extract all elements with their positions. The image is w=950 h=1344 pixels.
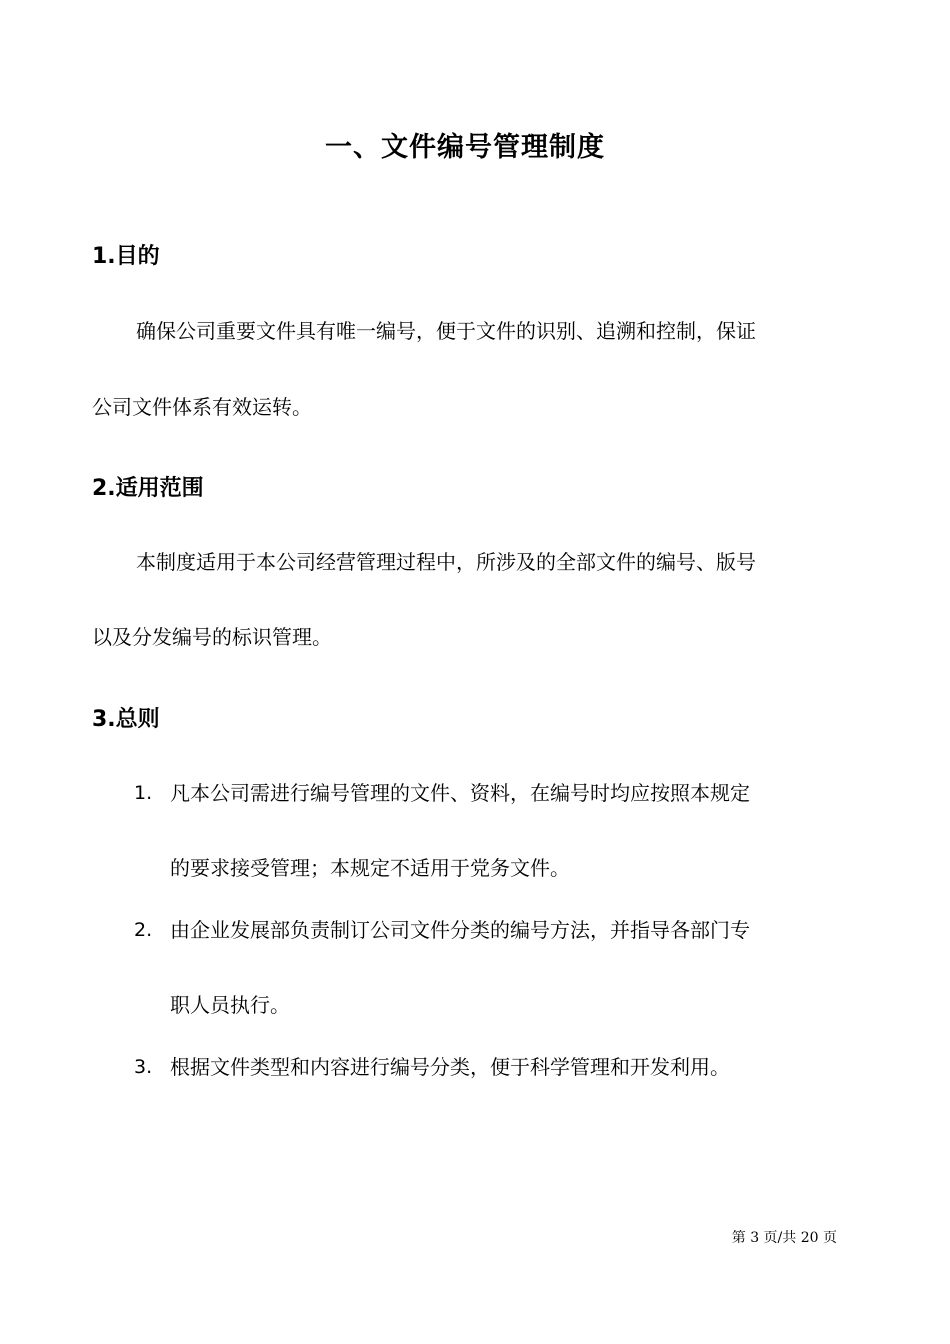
list-item-line: 由企业发展部负责制订公司文件分类的编号方法，并指导各部门专 bbox=[170, 918, 750, 942]
list-item-line: 职人员执行。 bbox=[170, 993, 290, 1017]
paragraph-line: 以及分发编号的标识管理。 bbox=[92, 625, 332, 649]
list-item-number: 1. bbox=[134, 782, 153, 804]
section-heading-scope: 2.适用范围 bbox=[92, 476, 204, 501]
list-item-line: 凡本公司需进行编号管理的文件、资料，在编号时均应按照本规定 bbox=[170, 781, 750, 805]
paragraph-line: 本制度适用于本公司经营管理过程中，所涉及的全部文件的编号、版号 bbox=[136, 550, 756, 574]
list-item-line: 的要求接受管理；本规定不适用于党务文件。 bbox=[170, 856, 570, 880]
section-heading-general: 3.总则 bbox=[92, 707, 160, 732]
list-item-line: 根据文件类型和内容进行编号分类，便于科学管理和开发利用。 bbox=[170, 1055, 730, 1079]
paragraph-line: 公司文件体系有效运转。 bbox=[92, 395, 312, 419]
paragraph-line: 确保公司重要文件具有唯一编号，便于文件的识别、追溯和控制，保证 bbox=[136, 319, 756, 343]
section-heading-purpose: 1.目的 bbox=[92, 244, 160, 269]
page-number-footer: 第 3 页/共 20 页 bbox=[731, 1230, 837, 1246]
list-item-number: 2. bbox=[134, 919, 153, 941]
page-title: 一、文件编号管理制度 bbox=[325, 132, 605, 163]
list-item-number: 3. bbox=[134, 1056, 153, 1078]
